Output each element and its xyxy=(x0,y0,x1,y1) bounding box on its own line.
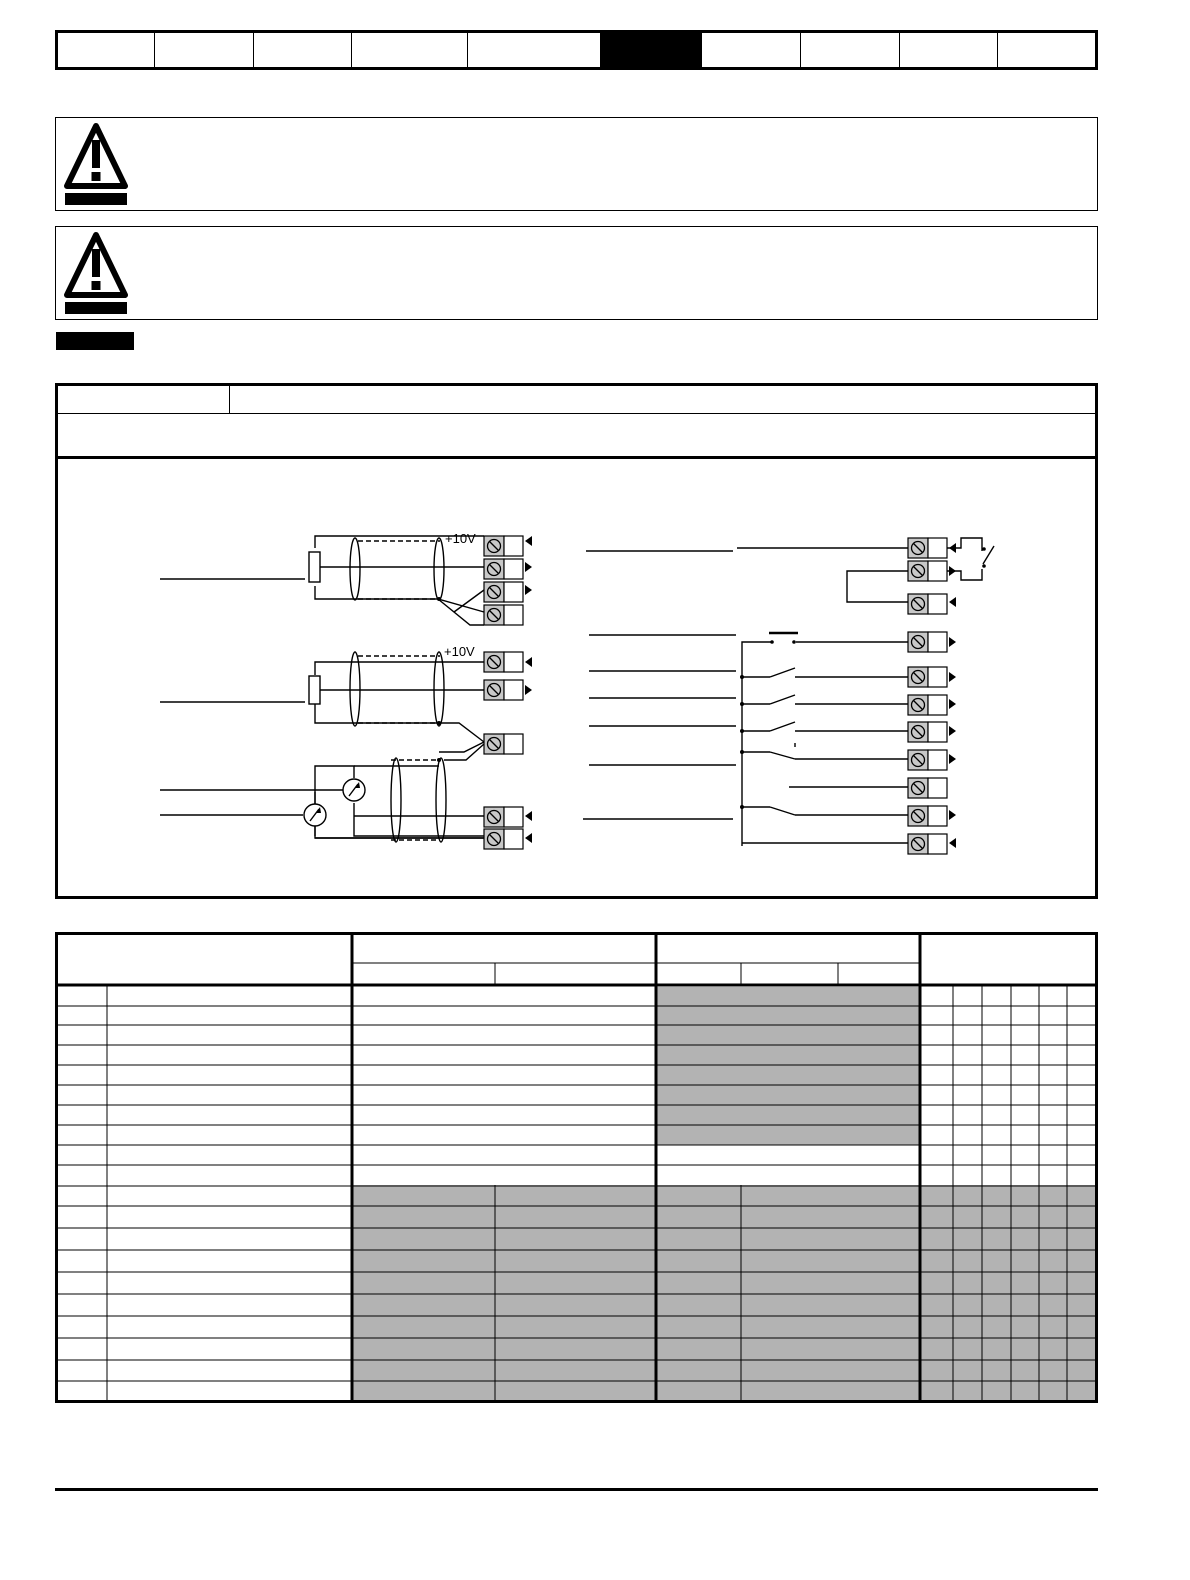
screw-terminal-icon xyxy=(908,632,947,652)
terminal-block-left xyxy=(484,536,523,849)
cable-screen-ellipse xyxy=(434,652,444,726)
screw-terminal-icon xyxy=(484,559,523,579)
screw-terminal-icon xyxy=(484,680,523,700)
screw-terminal-icon xyxy=(484,605,523,625)
nav-tab-3[interactable] xyxy=(254,33,352,67)
warning-triangle-icon xyxy=(63,122,129,206)
terminal-block-right xyxy=(908,538,947,854)
cable-screen-ellipse xyxy=(350,538,360,600)
potentiometer-icon xyxy=(309,676,320,704)
label-10v-upper: +10V xyxy=(445,531,476,546)
nav-tab-7[interactable] xyxy=(702,33,801,67)
screw-terminal-icon xyxy=(484,807,523,827)
note-label-block xyxy=(56,332,134,350)
switch-icon xyxy=(770,722,795,731)
cable-screen-ellipse xyxy=(391,758,401,842)
shaded-block-lower-left xyxy=(352,1185,657,1401)
nav-tab-6-active[interactable] xyxy=(601,33,702,67)
wiring-diagram-panel xyxy=(55,383,1098,899)
analog-output-section xyxy=(160,758,532,843)
cable-screen-ellipse xyxy=(350,652,360,726)
shaded-block-upper xyxy=(657,987,919,1145)
warning-triangle-icon xyxy=(63,231,129,315)
screw-terminal-icon xyxy=(908,722,947,742)
nav-tab-5[interactable] xyxy=(468,33,601,67)
shaded-block-lower-right xyxy=(921,1185,1096,1401)
nav-tab-1[interactable] xyxy=(58,33,155,67)
switch-icon xyxy=(770,668,795,677)
screw-terminal-icon xyxy=(908,561,947,581)
digital-io-section xyxy=(583,633,956,848)
label-10v-lower: +10V xyxy=(444,644,475,659)
parameter-table xyxy=(55,932,1098,1403)
potentiometer-icon xyxy=(309,552,320,582)
warning-box-2 xyxy=(55,226,1098,320)
cable-screen-ellipse xyxy=(434,538,444,600)
screw-terminal-icon xyxy=(908,778,947,798)
footer-rule xyxy=(55,1488,1098,1491)
screw-terminal-icon xyxy=(484,652,523,672)
analog-input-1-section xyxy=(160,536,532,625)
screw-terminal-icon xyxy=(484,829,523,849)
chapter-navigation-bar xyxy=(55,30,1098,70)
screw-terminal-icon xyxy=(484,582,523,602)
switch-icon xyxy=(770,695,795,704)
screw-terminal-icon xyxy=(484,536,523,556)
screw-terminal-icon xyxy=(908,750,947,770)
nav-tab-8[interactable] xyxy=(801,33,900,67)
screw-terminal-icon xyxy=(484,734,523,754)
screw-terminal-icon xyxy=(908,834,947,854)
screw-terminal-icon xyxy=(908,695,947,715)
nav-tab-9[interactable] xyxy=(900,33,998,67)
parameter-table-grid xyxy=(55,932,1098,1403)
wiring-diagram xyxy=(58,386,1095,896)
cable-screen-ellipse xyxy=(436,758,446,842)
screw-terminal-icon xyxy=(908,538,947,558)
switch-icon xyxy=(770,807,795,815)
screw-terminal-icon xyxy=(908,806,947,826)
nav-tab-2[interactable] xyxy=(155,33,254,67)
screw-terminal-icon xyxy=(908,667,947,687)
shaded-block-lower-mid xyxy=(657,1185,919,1401)
nav-tab-4[interactable] xyxy=(352,33,468,67)
screw-terminal-icon xyxy=(908,594,947,614)
switch-icon xyxy=(770,752,795,759)
warning-box-1 xyxy=(55,117,1098,211)
analog-input-2-section xyxy=(160,652,532,760)
nav-tab-10[interactable] xyxy=(998,33,1095,67)
